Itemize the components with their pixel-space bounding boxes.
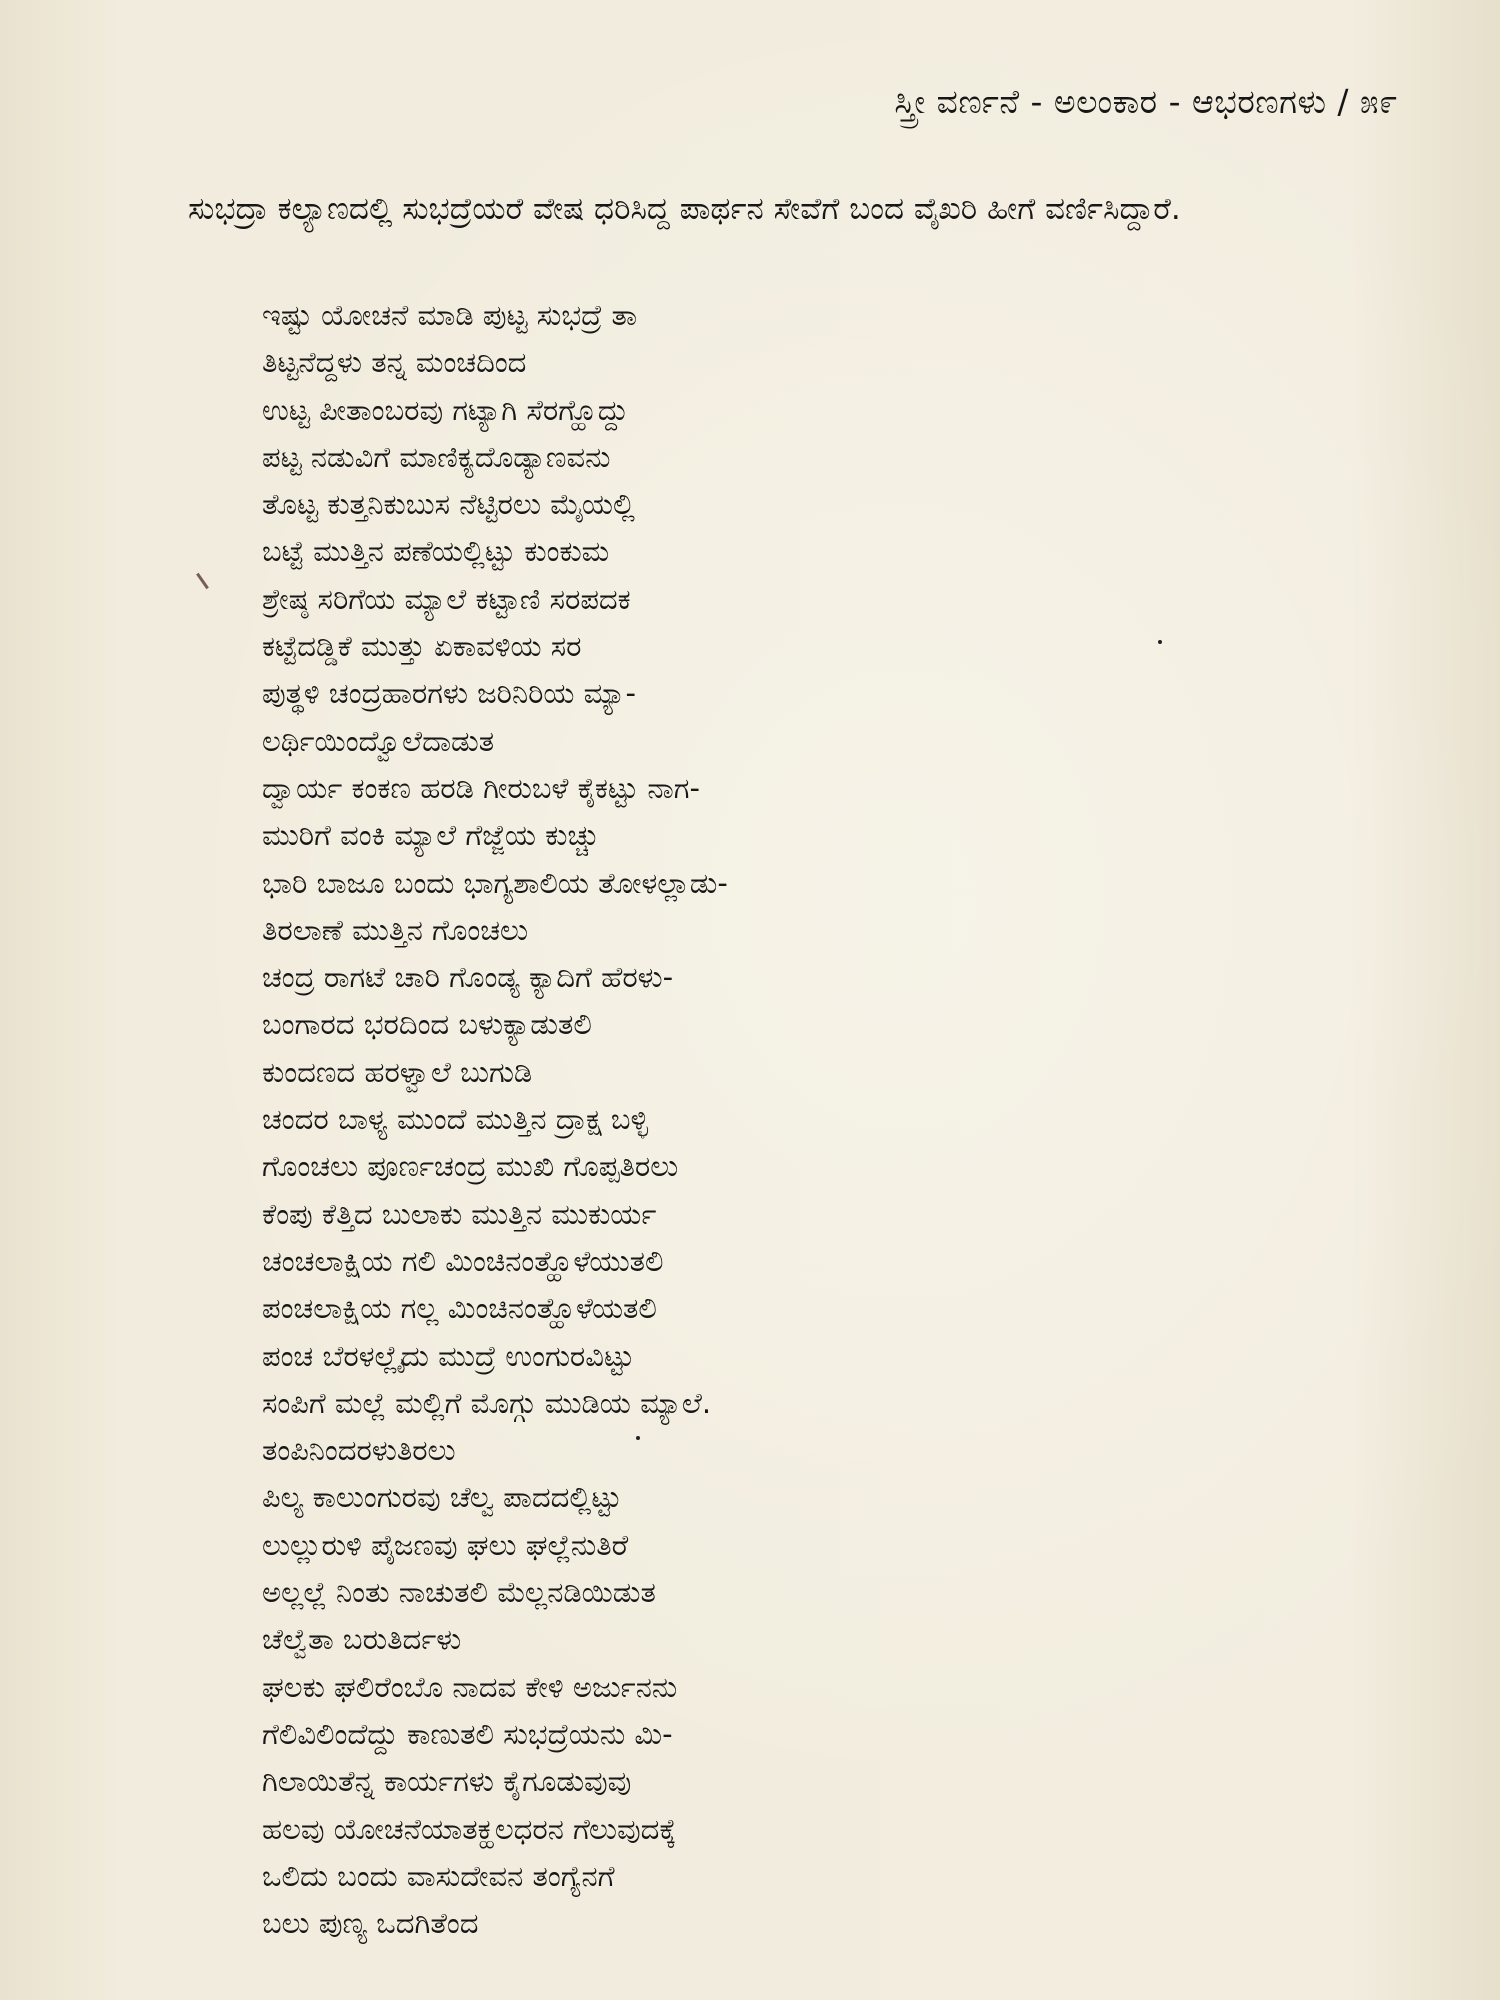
verse-line: ಭಾರಿ ಬಾಜೂ ಬಂದು ಭಾಗ್ಯಶಾಲಿಯ ತೋಳಲ್ಲಾಡು- [262, 865, 728, 900]
verse-line: ಮುರಿಗೆ ವಂಕಿ ಮ್ಯಾಲೆ ಗೆಜ್ಜೆಯ ಕುಚ್ಚು [262, 818, 600, 853]
ink-dot [1158, 640, 1162, 644]
verse-line: ಪಿಲ್ಯ ಕಾಲುಂಗುರವು ಚೆಲ್ವ ಪಾದದಲ್ಲಿಟ್ಟು [262, 1480, 622, 1515]
verse-line: ಪಂಚಲಾಕ್ಷಿಯ ಗಲ್ಲ ಮಿಂಚಿನಂತ್ಹೊಳೆಯತಲಿ [262, 1291, 657, 1326]
verse-line: ದ್ವಾರ್ಯ ಕಂಕಣ ಹರಡಿ ಗೀರುಬಳೆ ಕೈಕಟ್ಟು ನಾಗ- [262, 770, 700, 805]
ink-mark [196, 573, 209, 589]
verse-line: ಪಂಚ ಬೆರಳಲ್ಲೈದು ಮುದ್ರೆ ಉಂಗುರವಿಟ್ಟು [262, 1338, 635, 1373]
verse-line: ಲುಲ್ಲುರುಳಿ ಪೈಜಣವು ಘಲು ಘಲ್ಲೆನುತಿರೆ [262, 1527, 629, 1562]
intro-text: ಸುಭದ್ರಾ ಕಲ್ಯಾಣದಲ್ಲಿ ಸುಭದ್ರೆಯರೆ ವೇಷ ಧರಿಸಿದ್ದ ಪಾರ್ಥನ ಸೇವೆಗೆ ಬಂದ ವೈಖರಿ ಹೀಗೆ ವರ್ಣಿಸಿದ್ದಾರೆ. [188, 191, 1181, 227]
verse-block [262, 292, 728, 1947]
verse-line: ಗೆಲಿವಿಲಿಂದೆದ್ದು ಕಾಣುತಲಿ ಸುಭದ್ರೆಯನು ಮಿ- [262, 1716, 673, 1751]
verse-line: ಕೆಂಪು ಕೆತ್ತಿದ ಬುಲಾಕು ಮುತ್ತಿನ ಮುಕುರ್ಯ [262, 1196, 657, 1231]
verse-line: ಉಟ್ಟ ಪೀತಾಂಬರವು ಗಟ್ಯಾಗಿ ಸೆರಗ್ಹೊದ್ದು [262, 392, 629, 427]
verse-line: ಬಲು ಪುಣ್ಯ ಒದಗಿತೆಂದ [262, 1906, 479, 1941]
verse-line: ಕಟ್ಟೆದಡ್ಡಿಕೆ ಮುತ್ತು ಏಕಾವಳಿಯ ಸರ [262, 629, 582, 664]
verse-line: ಶ್ರೇಷ್ಠ ಸರಿಗೆಯ ಮ್ಯಾಲೆ ಕಟ್ಟಾಣಿ ಸರಪದಕ [262, 581, 631, 616]
verse-line: ಸಂಪಿಗೆ ಮಲ್ಲೆ ಮಲ್ಲಿಗೆ ಮೊಗ್ಗು ಮುಡಿಯ ಮ್ಯಾಲೆ. [262, 1385, 712, 1420]
verse-line: ಚಂದ್ರ ರಾಗಟೆ ಚಾರಿ ಗೊಂಡ್ಯ ಕ್ಯಾದಿಗೆ ಹೆರಳು- [262, 960, 674, 995]
intro-paragraph [92, 180, 1450, 238]
verse-line: ಚಂದರ ಬಾಳ್ಯ ಮುಂದೆ ಮುತ್ತಿನ ದ್ರಾಕ್ಷ ಬಳ್ಳಿ [262, 1102, 649, 1137]
verse-line: ಗಿಲಾಯಿತೆನ್ನ ಕಾರ್ಯಗಳು ಕೈಗೂಡುವುವು [262, 1764, 632, 1799]
verse-line: ಕುಂದಣದ ಹರಳ್ವಾಲೆ ಬುಗುಡಿ [262, 1054, 533, 1089]
ink-dot [636, 1436, 640, 1440]
verse-line: ಅಲ್ಲಲ್ಲೆ ನಿಂತು ನಾಚುತಲಿ ಮೆಲ್ಲನಡಿಯಿಡುತ [262, 1575, 656, 1610]
verse-line: ಹಲವು ಯೋಚನೆಯಾತಕ್ಹಲಧರನ ಗೆಲುವುದಕ್ಕೆ [262, 1811, 677, 1846]
verse-line: ಚೆಲ್ವೆತಾ ಬರುತಿರ್ದಳು [262, 1622, 462, 1657]
verse-line: ಗೊಂಚಲು ಪೂರ್ಣಚಂದ್ರ ಮುಖಿ ಗೊಪ್ಪತಿರಲು [262, 1149, 679, 1184]
verse-line: ಘಲಕು ಘಲಿರೆಂಬೊ ನಾದವ ಕೇಳಿ ಅರ್ಜುನನು [262, 1669, 678, 1704]
verse-line: ಬಂಗಾರದ ಭರದಿಂದ ಬಳುಕ್ಯಾಡುತಲಿ [262, 1007, 592, 1042]
verse-line: ಪುತ್ಥಳಿ ಚಂದ್ರಹಾರಗಳು ಜರಿನಿರಿಯ ಮ್ಯಾ- [262, 676, 636, 711]
verse-line: ಬಟ್ಟೆ ಮುತ್ತಿನ ಪಣೆಯಲ್ಲಿಟ್ಟು ಕುಂಕುಮ [262, 534, 610, 569]
verse-line: ತಿಟ್ಟನೆದ್ದಳು ತನ್ನ ಮಂಚದಿಂದ [262, 345, 527, 380]
verse-line: ಪಟ್ಟ ನಡುವಿಗೆ ಮಾಣಿಕ್ಯದೊಡ್ಯಾಣವನು [262, 439, 611, 474]
verse-line: ಒಲಿದು ಬಂದು ವಾಸುದೇವನ ತಂಗ್ಯೆನಗೆ [262, 1858, 615, 1893]
verse-line: ಲರ್ಥಿಯಿಂದ್ವೊಲೆದಾಡುತ [262, 723, 495, 758]
running-head: ಸ್ತ್ರೀ ವರ್ಣನೆ - ಅಲಂಕಾರ - ಆಭರಣಗಳು / ೫೯ [894, 82, 1398, 121]
verse-line: ತಿರಲಾಣೆ ಮುತ್ತಿನ ಗೊಂಚಲು [262, 912, 529, 947]
verse-line: ತೊಟ್ಟ ಕುತ್ತನಿಕುಬುಸ ನೆಟ್ಟಿರಲು ಮೈಯಲ್ಲಿ [262, 487, 635, 522]
verse-line: ತಂಪಿನಿಂದರಳುತಿರಲು [262, 1433, 456, 1468]
verse-line: ಚಂಚಲಾಕ್ಷಿಯ ಗಲಿ ಮಿಂಚಿನಂತ್ಹೊಳೆಯುತಲಿ [262, 1243, 664, 1278]
verse-line: ಇಷ್ಟು ಯೋಚನೆ ಮಾಡಿ ಪುಟ್ಟ ಸುಭದ್ರೆ ತಾ [262, 298, 638, 332]
